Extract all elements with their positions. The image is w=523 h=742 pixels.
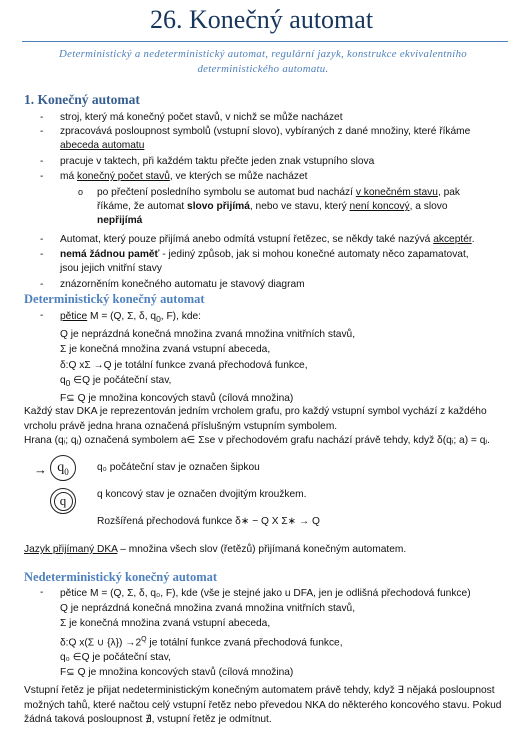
dka-paragraph: Každý stav DKA je reprezentován jedním vrcholem grafu, pro každý vstupní symbol vychází z každého vrcholu právě jedna hrana označená příslušným vstupním symbolem. — [24, 406, 487, 432]
text-part: je totální funkce zvaná přechodová funkce, — [146, 637, 343, 648]
section-heading-nka: Nedeterministický konečný automat — [24, 570, 218, 584]
text-part: . — [471, 234, 475, 245]
definition-line: F⊆ Q je množina koncových stavů (cílová množina) — [60, 393, 294, 405]
text-part: δ:Q x(Σ ∪ {λ}) →2 — [60, 637, 142, 648]
start-arrow-icon: → — [34, 462, 47, 477]
definition-line: δ:Q xΣ →Q je totální funkce zvaná přechodová funkce, — [60, 359, 308, 371]
text-part: Automat, který pouze přijímá anebo odmítá vstupní řetězec, se někdy také nazývá — [60, 234, 434, 245]
bullet-dash: - — [40, 126, 44, 137]
dka-paragraph: Hrana (qᵢ; qⱼ) označená symbolem a∈ Σse v přechodovém grafu nachází právě tehdy, když δ(qᵢ; a) = qⱼ. — [24, 435, 490, 446]
bullet-text — [60, 233, 510, 247]
bullet-dash: - — [40, 249, 44, 260]
underlined-term: akceptér — [433, 234, 472, 245]
underlined-term: abeceda automatu — [60, 140, 145, 152]
bullet-dash: - — [40, 112, 44, 123]
bullet-text — [60, 170, 510, 184]
bullet-dash: - — [40, 156, 44, 167]
bold-term: nepřijímá — [97, 215, 143, 227]
bullet-dash: - — [40, 171, 44, 182]
underlined-term: v konečném stavu — [355, 187, 438, 198]
section-heading-dka: Deterministický konečný automat — [24, 292, 205, 306]
page-title: 26. Konečný automat — [149, 5, 374, 34]
superscript: Q — [141, 635, 147, 643]
bullet-text: stroj, který má konečný počet stavů, v nichž se může nacházet — [60, 112, 343, 123]
accept-state-q-icon — [50, 488, 76, 514]
sub-bullet-circle: o — [78, 187, 84, 197]
definition-line: Q je neprázdná konečná množina zvaná množina vnitřních stavů, — [60, 603, 356, 615]
nka-paragraph: Vstupní řetěz je přijat nedeterministickým konečným automatem právě tehdy, když ∃ nějaká posloupnost možných tahů, které načtou celý vstupní řetěz nebo převedou NKA do některého koncového stavu. Pokud žádná taková posloupnost ∄, vstupní řetěz je odmítnut. — [24, 685, 502, 725]
extended-transition-caption: Rozšířená přechodová funkce δ∗ − Q X Σ∗ → Q — [97, 516, 320, 527]
underlined-term: Jazyk přijímaný DKA — [24, 544, 118, 555]
accept-state-inner-circle — [54, 492, 73, 511]
text-part: , nebo ve stavu, který — [249, 201, 350, 213]
text-part: q — [60, 374, 66, 386]
text-part: jsou jejich vnitřní stavy — [60, 263, 162, 275]
text-part: , a slovo — [409, 201, 448, 213]
accept-state-caption: q koncový stav je označen dvojitým kroužkem. — [97, 489, 307, 500]
definition-line: q₀ ∈Q je počáteční stav, — [60, 652, 171, 664]
section-heading-finite-automaton: 1. Konečný automat — [24, 92, 140, 107]
bullet-text: pracuje v taktech, při každém taktu přečte jeden znak vstupního slova — [60, 156, 375, 167]
bullet-text-part: má — [60, 171, 77, 182]
bullet-dash: - — [40, 279, 44, 290]
start-state-q0-icon — [50, 455, 76, 481]
text-part: ∈Q je počáteční stav, — [70, 374, 172, 386]
bullet-dash: - — [40, 310, 44, 321]
sub-bullet-text — [97, 186, 507, 228]
nka-definition — [60, 586, 510, 681]
bullet-dash: - — [40, 234, 44, 245]
text-part: po přečtení posledního symbolu se automat bud nachází — [97, 187, 356, 198]
text-part: říkáme, že automat — [97, 201, 188, 213]
bullet-text: znázorněním konečného automatu je stavový diagram — [60, 279, 305, 290]
underlined-term: pětice — [60, 311, 88, 322]
state-label: q — [59, 492, 67, 508]
accepted-language-paragraph — [24, 543, 512, 558]
subscript: 0 — [156, 314, 161, 325]
bold-term: nemá žádnou paměť — [60, 249, 160, 260]
text-part: – množina všech slov (řetězů) přijímaná konečným automatem. — [117, 544, 407, 555]
start-state-caption: q₀ počáteční stav je označen šipkou — [97, 462, 260, 473]
text-part: M = (Q, Σ, δ, q — [87, 311, 157, 322]
bullet-text — [60, 248, 510, 276]
text-part: - jediný způsob, jak si mohou konečné automaty něco zapamatovat, — [159, 249, 469, 260]
underlined-term: konečný počet stavů — [76, 171, 170, 182]
definition-line: Σ je konečná množina zvaná vstupní abeceda, — [60, 344, 271, 356]
bullet-text-part: zpracovává posloupnost symbolů (vstupní slovo), vybíraných z dané množiny, které říkáme — [60, 126, 471, 137]
title-divider — [22, 41, 508, 42]
dka-definition — [60, 309, 510, 406]
definition-line: pětice M = (Q, Σ, δ, q₀, F), kde (vše je stejné jako u DFA, jen je odlišná přechodová funkce) — [60, 588, 471, 599]
bullet-text — [60, 125, 510, 153]
state-label: q — [57, 460, 65, 475]
definition-line: Σ je konečná množina zvaná vstupní abeceda, — [60, 618, 271, 630]
underlined-term: není koncový — [349, 201, 410, 213]
text-part: , pak — [437, 187, 461, 198]
bold-term: slovo přijímá — [187, 201, 250, 213]
page-subtitle: Deterministický a nedeterministický automat, regulární jazyk, konstrukce ekvivalentního deterministického automatu. — [59, 48, 467, 75]
bullet-text-part: , ve kterých se může nacházet — [169, 171, 308, 182]
definition-line: F⊆ Q je množina koncových stavů (cílová množina) — [60, 667, 294, 679]
subscript: 0 — [65, 377, 71, 388]
definition-line: Q je neprázdná konečná množina zvaná množina vnitřních stavů, — [60, 329, 356, 341]
subscript: 0 — [64, 466, 69, 477]
bullet-dash: - — [40, 587, 44, 598]
text-part: , F), kde: — [160, 311, 201, 322]
